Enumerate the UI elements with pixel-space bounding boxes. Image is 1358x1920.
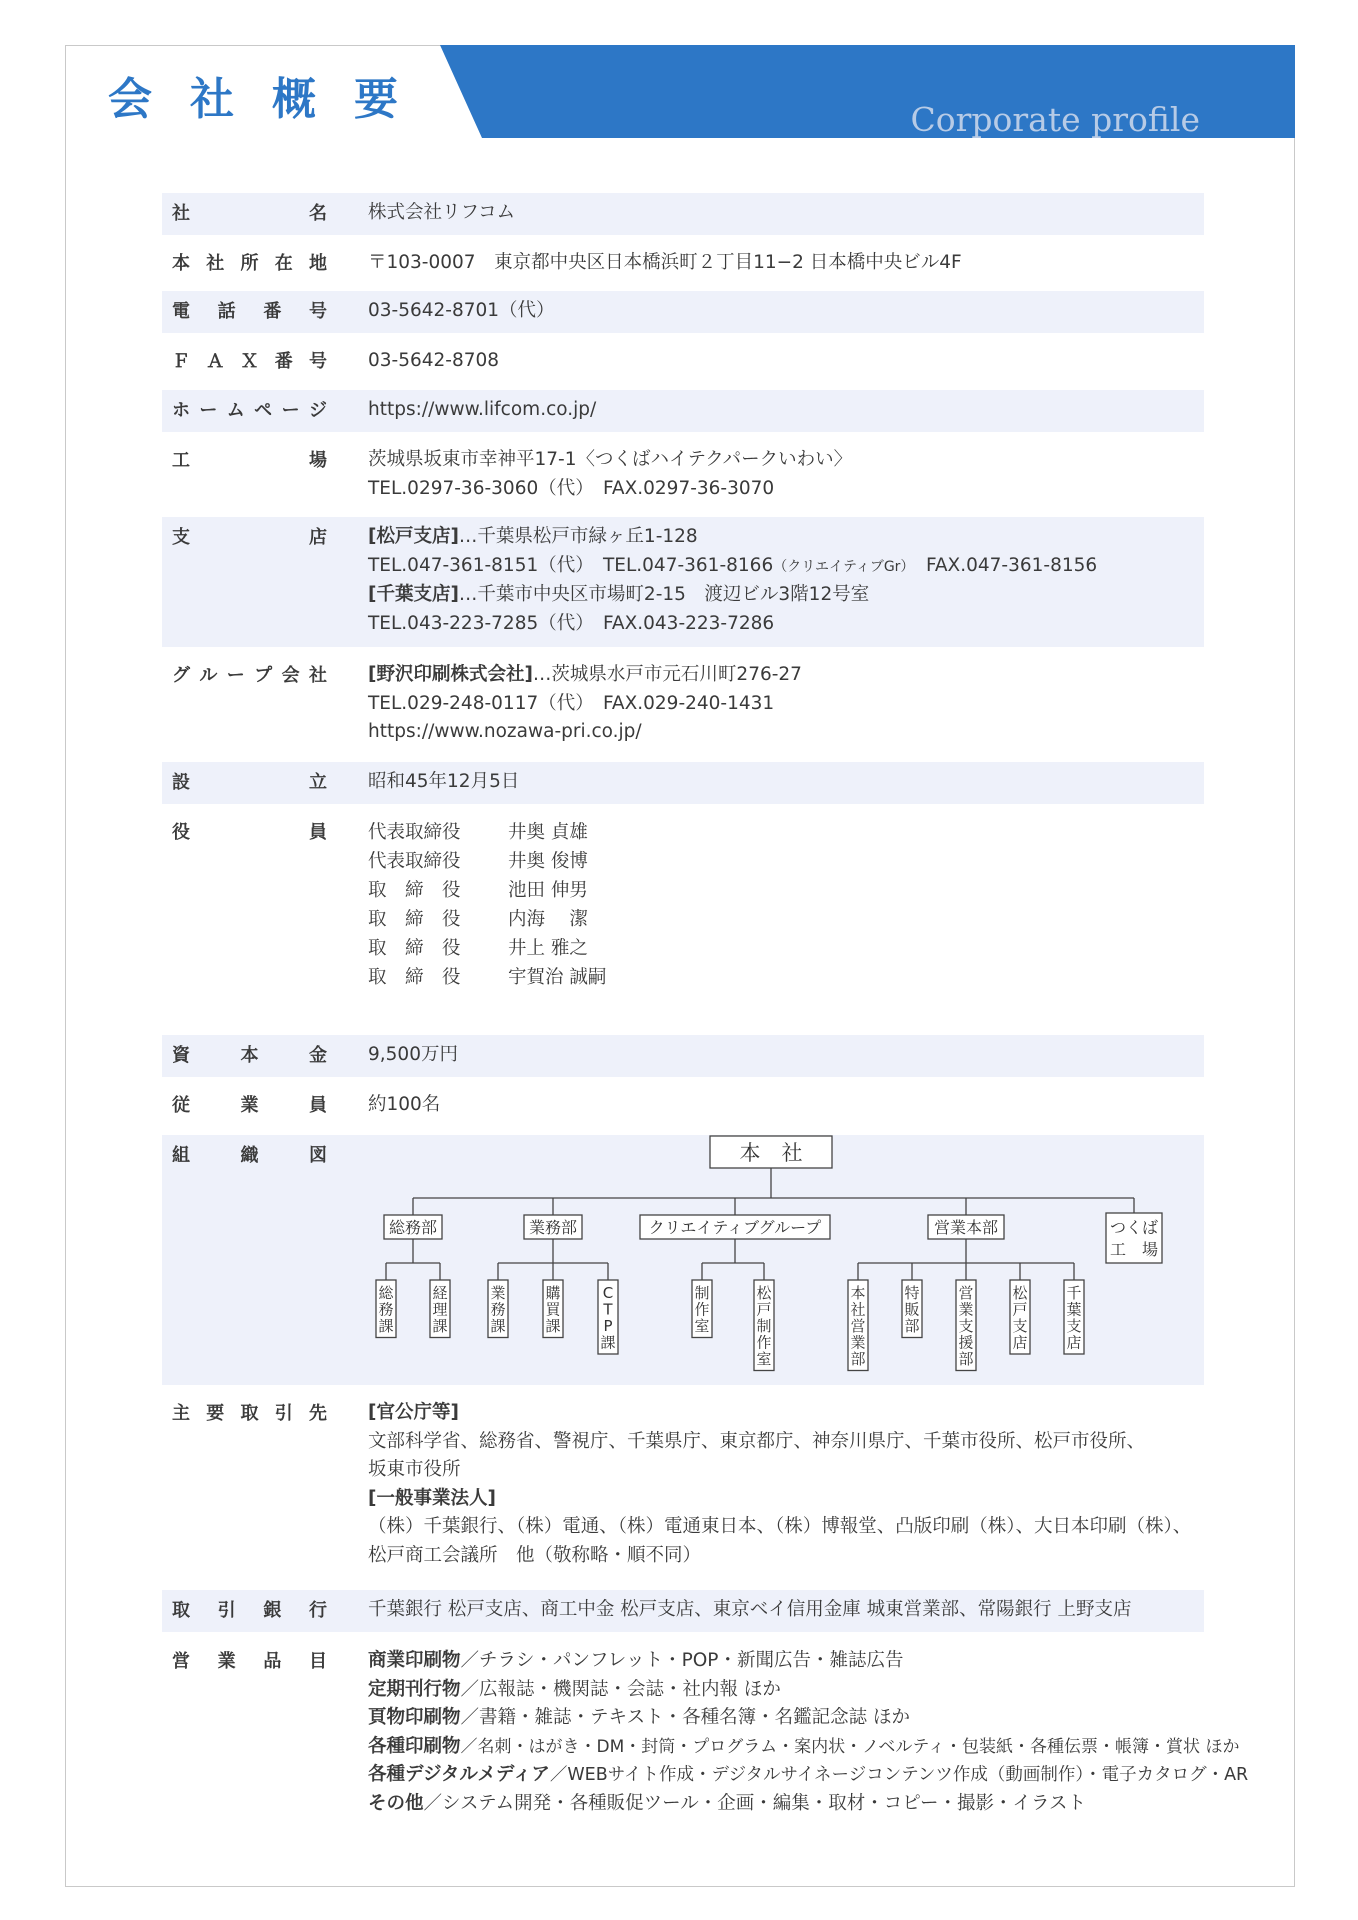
- row-head-office: [162, 243, 1204, 285]
- org-unit-char: 課: [600, 1333, 616, 1352]
- org-unit-char: 業: [490, 1284, 506, 1302]
- company-name: 株式会社リフコム: [368, 202, 516, 223]
- officer-name: 井上 雅之: [508, 938, 588, 959]
- org-root-label: 本 社: [739, 1141, 803, 1165]
- branch-name: [千葉支店]: [368, 584, 459, 605]
- group-company-info: [368, 661, 802, 747]
- org-unit-char: 室: [694, 1317, 710, 1335]
- product-item: [368, 1790, 1248, 1819]
- row-factory: [162, 440, 1204, 512]
- officer-item: [368, 963, 606, 992]
- established-date: 昭和45年12月5日: [368, 771, 520, 792]
- product-category: 定期刊行物: [368, 1678, 461, 1700]
- product-items: ／書籍・雑誌・テキスト・各種名簿・名鑑記念誌 ほか: [460, 1707, 911, 1728]
- row-label: 取 引 銀 行: [172, 1600, 327, 1621]
- row-fax: [162, 341, 1204, 383]
- org-unit-char: 部: [904, 1317, 920, 1335]
- org-unit-char: 店: [1066, 1333, 1082, 1352]
- org-unit-char: 課: [490, 1317, 506, 1335]
- org-unit-char: 松: [756, 1284, 772, 1302]
- org-unit-char: 購: [545, 1284, 561, 1302]
- org-dept-label: クリエイティブグループ: [648, 1218, 822, 1237]
- product-category: 各種印刷物: [368, 1735, 461, 1757]
- branches-info: [368, 523, 1097, 638]
- org-unit-char: T: [603, 1300, 613, 1319]
- row-label: 資 本 金: [172, 1045, 327, 1066]
- officer-title: 代表取締役: [368, 822, 461, 843]
- org-unit-char: 店: [1012, 1333, 1028, 1352]
- org-unit-char: 制: [756, 1317, 772, 1335]
- org-unit-char: 業: [958, 1300, 974, 1319]
- row-clients: [162, 1393, 1204, 1583]
- officer-title: 取 締 役: [368, 938, 461, 959]
- product-items: ／広報誌・機関誌・会誌・社内報 ほか: [460, 1678, 781, 1700]
- row-label: 本 社 所 在 地: [172, 253, 327, 274]
- product-category: 頁物印刷物: [368, 1707, 461, 1728]
- fax-number: 03-5642-8708: [368, 350, 500, 371]
- row-label: ホ ー ム ペ ー ジ: [172, 400, 327, 421]
- org-dept-label: 業務部: [528, 1218, 578, 1237]
- clients-corp-line: 松戸商工会議所 他（敬称略・順不同）: [368, 1544, 702, 1566]
- phone-number: 03-5642-8701（代）: [368, 300, 555, 321]
- employee-count: 約100名: [368, 1094, 441, 1115]
- org-unit-char: 支: [1066, 1317, 1082, 1335]
- head-office-address: 〒103-0007 東京都中央区日本橋浜町２丁目11−2 日本橋中央ビル4F: [368, 252, 962, 273]
- row-phone: [162, 291, 1204, 333]
- products-list: [368, 1647, 1248, 1818]
- org-chart: [162, 1135, 1204, 1385]
- row-banks: [162, 1590, 1204, 1632]
- row-label: 主 要 取 引 先: [172, 1403, 327, 1424]
- org-unit-char: 課: [432, 1317, 448, 1335]
- officer-name: 内海 潔: [508, 909, 588, 930]
- clients-corp-heading: [一般事業法人]: [368, 1487, 496, 1509]
- officer-name: 井奥 俊博: [508, 851, 588, 872]
- row-label: 工 場: [172, 450, 327, 471]
- org-unit-char: 課: [378, 1317, 394, 1335]
- product-item: [368, 1647, 1248, 1676]
- clients-gov-line: 文部科学省、総務省、警視庁、千葉県庁、東京都庁、神奈川県庁、千葉市役所、松戸市役所、: [368, 1430, 1146, 1452]
- org-unit-char: 部: [958, 1350, 974, 1368]
- org-unit-char: 経: [432, 1284, 448, 1302]
- org-unit-char: 務: [378, 1300, 394, 1319]
- org-unit-char: 戸: [1012, 1300, 1028, 1319]
- product-category: その他: [368, 1792, 424, 1814]
- branch-tel: TEL.043-223-7285（代） FAX.043-223-7286: [368, 612, 775, 634]
- org-unit-char: 営: [850, 1317, 866, 1335]
- product-item: [368, 1704, 1248, 1733]
- org-unit-char: P: [603, 1317, 613, 1335]
- org-dept-label-line2: 工 場: [1109, 1240, 1159, 1259]
- org-unit-char: 務: [490, 1300, 506, 1319]
- org-dept-label: 総務部: [388, 1218, 438, 1237]
- clients-info: [368, 1399, 1191, 1570]
- row-label: 支 店: [172, 527, 327, 548]
- factory-address: 茨城県坂東市幸神平17-1〈つくばハイテクパークいわい〉: [368, 449, 853, 470]
- officer-title: 取 締 役: [368, 967, 461, 988]
- officer-item: [368, 876, 606, 905]
- org-unit-char: 本: [850, 1284, 866, 1302]
- branch-address: …千葉市中央区市場町2-15 渡辺ビル3階12号室: [458, 584, 870, 605]
- officer-item: [368, 934, 606, 963]
- org-unit-char: 千: [1066, 1284, 1082, 1302]
- row-established: [162, 762, 1204, 804]
- branch-tel: TEL.047-361-8151（代） TEL.047-361-8166: [368, 554, 774, 576]
- org-unit-char: 販: [904, 1300, 920, 1319]
- org-unit-char: 買: [545, 1300, 561, 1319]
- officer-title: 取 締 役: [368, 880, 461, 901]
- page-title: 会社概要: [108, 74, 436, 125]
- branch-fax: FAX.047-361-8156: [907, 554, 1098, 576]
- product-category: 商業印刷物: [368, 1650, 461, 1671]
- org-unit-char: 支: [1012, 1317, 1028, 1335]
- officer-name: 井奥 貞雄: [508, 822, 588, 843]
- row-products: [162, 1641, 1249, 1821]
- product-items: ／名刺・はがき・DM・封筒・プログラム・案内状・ノベルティ・包装紙・各種伝票・帳簿・賞状 ほか: [460, 1736, 1240, 1757]
- officer-item: [368, 905, 606, 934]
- branch-address: …千葉県松戸市緑ヶ丘1-128: [458, 526, 698, 547]
- group-company-tel: TEL.029-248-0117（代） FAX.029-240-1431: [368, 692, 775, 714]
- officer-title: 取 締 役: [368, 909, 461, 930]
- officer-item: [368, 818, 606, 847]
- org-unit-char: C: [602, 1284, 614, 1302]
- row-homepage: [162, 390, 1204, 432]
- clients-corp-line: （株）千葉銀行、（株）電通、（株）電通東日本、（株）博報堂、凸版印刷（株）、大日本印刷（株）、: [368, 1516, 1192, 1537]
- product-items: ／WEBサイト作成・デジタルサイネージコンテンツ作成（動画制作）・電子カタログ・AR: [549, 1765, 1249, 1785]
- row-company-name: [162, 193, 1204, 235]
- org-unit-char: 課: [545, 1317, 561, 1335]
- org-unit-char: 部: [850, 1350, 866, 1368]
- org-unit-char: 支: [958, 1317, 974, 1335]
- group-company-name: [野沢印刷株式会社]: [368, 664, 533, 685]
- row-group-company: [162, 655, 1204, 755]
- org-unit-char: 総: [378, 1284, 394, 1302]
- group-company-address: …茨城県水戸市元石川町276-27: [532, 664, 802, 685]
- org-units: [376, 1280, 1084, 1371]
- row-label: 役 員: [172, 822, 327, 843]
- org-unit-char: 松: [1012, 1284, 1028, 1302]
- banks-list: 千葉銀行 松戸支店、商工中金 松戸支店、東京ベイ信用金庫 城東営業部、常陽銀行 上野支店: [368, 1599, 1132, 1620]
- org-unit-char: 室: [756, 1350, 772, 1368]
- officers-list: [368, 818, 606, 992]
- org-dept-label: 営業本部: [933, 1218, 999, 1237]
- row-label: 従 業 員: [172, 1095, 327, 1116]
- org-unit-char: 葉: [1066, 1300, 1082, 1319]
- group-company-url[interactable]: https://www.nozawa-pri.co.jp/: [368, 721, 642, 742]
- org-dept-label-line1: つくば: [1109, 1218, 1159, 1237]
- row-employees: [162, 1085, 1204, 1127]
- row-officers: [162, 812, 1204, 1002]
- org-unit-char: 社: [850, 1300, 866, 1319]
- clients-gov-line: 坂東市役所: [368, 1459, 461, 1480]
- product-items: ／チラシ・パンフレット・POP・新聞広告・雑誌広告: [460, 1650, 904, 1671]
- product-item: [368, 1676, 1248, 1705]
- factory-info: [368, 446, 852, 503]
- row-branches: [162, 517, 1204, 647]
- product-item: [368, 1733, 1248, 1762]
- branch-tel-note: （クリエイティブGr）: [773, 558, 908, 575]
- org-unit-char: 営: [958, 1284, 974, 1302]
- row-label: 社 名: [172, 203, 327, 224]
- org-unit-char: 援: [958, 1333, 974, 1352]
- org-unit-char: 制: [694, 1284, 710, 1302]
- row-label: グ ル ー プ 会 社: [172, 665, 327, 686]
- org-unit-char: 特: [904, 1284, 920, 1302]
- org-unit-char: 理: [432, 1300, 448, 1319]
- org-unit-char: 作: [694, 1300, 710, 1319]
- row-label: 電 話 番 号: [172, 301, 327, 322]
- branch-name: [松戸支店]: [368, 526, 459, 547]
- factory-tel: TEL.0297-36-3060（代） FAX.0297-36-3070: [368, 477, 775, 499]
- row-label: 営 業 品 目: [172, 1651, 327, 1672]
- product-items: ／システム開発・各種販促ツール・企画・編集・取材・コピー・撮影・イラスト: [423, 1792, 1087, 1814]
- page-subtitle: Corporate profile: [910, 100, 1200, 139]
- row-label: Ｆ Ａ Ｘ 番 号: [172, 351, 327, 372]
- officer-item: [368, 847, 606, 876]
- homepage-link[interactable]: https://www.lifcom.co.jp/: [368, 399, 597, 420]
- product-category: 各種デジタルメディア: [368, 1764, 550, 1785]
- org-unit-char: 業: [850, 1333, 866, 1352]
- clients-gov-heading: [官公庁等]: [368, 1402, 459, 1423]
- org-unit-char: 戸: [756, 1300, 772, 1319]
- officer-name: 池田 伸男: [508, 880, 588, 901]
- row-label: 組 織 図: [172, 1145, 327, 1166]
- officer-title: 代表取締役: [368, 851, 461, 872]
- row-org-chart: [162, 1135, 1204, 1385]
- row-label: 設 立: [172, 772, 327, 793]
- officer-name: 宇賀治 誠嗣: [508, 967, 607, 988]
- org-unit-char: 作: [756, 1333, 772, 1352]
- row-capital: [162, 1035, 1204, 1077]
- capital-amount: 9,500万円: [368, 1044, 458, 1065]
- product-item: [368, 1761, 1248, 1790]
